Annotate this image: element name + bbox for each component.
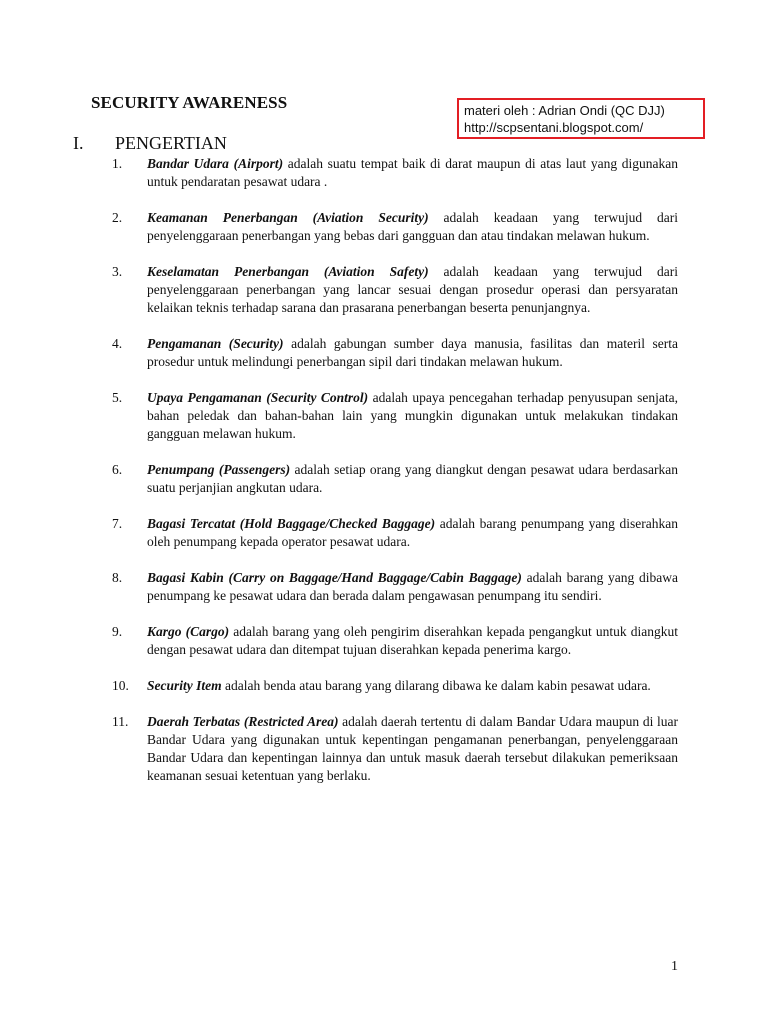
definition-number: 4. — [112, 336, 123, 351]
section-title: PENGERTIAN — [115, 133, 227, 153]
definition-term: Bagasi Tercatat (Hold Baggage/Checked Baggage) — [147, 516, 436, 531]
definition-text: adalah barang penumpang yang diserahkan oleh penumpang kepada operator pesawat udara. — [147, 516, 678, 549]
definition-term: Bagasi Kabin (Carry on Baggage/Hand Baggage/Cabin Baggage) — [147, 570, 522, 585]
definition-number: 10. — [112, 678, 129, 693]
definition-list — [112, 155, 678, 803]
definition-item — [112, 209, 678, 245]
definition-item — [112, 263, 678, 317]
definition-item — [112, 461, 678, 497]
definition-body — [147, 461, 678, 497]
definition-number: 5. — [112, 390, 123, 405]
author-credit-line: materi oleh : Adrian Ondi (QC DJJ) — [464, 103, 665, 118]
definition-item — [112, 677, 678, 695]
definition-text: adalah daerah tertentu di dalam Bandar Udara maupun di luar Bandar Udara yang digunakan untuk kepentingan pengamanan penerbangan, penyelenggaraan Bandar Udara dan kepentingan lainnya dan untuk masuk daerah tersebut dilakukan pemeriksaan keamanan sesuai ketentuan yang berlaku. — [147, 714, 678, 783]
definition-text: adalah upaya pencegahan terhadap penyusupan senjata, bahan peledak dan bahan-bahan lain yang mungkin digunakan untuk melakukan tindakan gangguan melawan hukum. — [147, 390, 678, 441]
definition-item — [112, 335, 678, 371]
author-blog-url: http://scpsentani.blogspot.com/ — [464, 120, 644, 135]
definition-item — [112, 155, 678, 191]
definition-term: Daerah Terbatas (Restricted Area) — [147, 714, 339, 729]
definition-item — [112, 623, 678, 659]
definition-term: Keselamatan Penerbangan (Aviation Safety) — [147, 264, 429, 279]
definition-body — [147, 677, 678, 695]
definition-item — [112, 713, 678, 785]
definition-term: Security Item — [147, 678, 222, 693]
definition-item — [112, 569, 678, 605]
definition-text: adalah benda atau barang yang dilarang dibawa ke dalam kabin pesawat udara. — [221, 678, 651, 693]
definition-text: adalah gabungan sumber daya manusia, fasilitas dan materil serta prosedur untuk melindungi penerbangan sipil dari tindakan melawan hukum. — [147, 336, 678, 369]
definition-term: Bandar Udara (Airport) — [147, 156, 284, 171]
definition-body — [147, 569, 678, 605]
definition-item — [112, 389, 678, 443]
definition-text: adalah barang yang oleh pengirim diserahkan kepada pengangkut untuk diangkut dengan pesawat udara dan ditempat tujuan diserahkan kepada penerima kargo. — [147, 624, 678, 657]
definition-text: adalah suatu tempat baik di darat maupun di atas laut yang digunakan untuk pendaratan pesawat udara . — [147, 156, 678, 189]
definition-term: Keamanan Penerbangan (Aviation Security) — [147, 210, 429, 225]
document-title: SECURITY AWARENESS — [91, 93, 288, 112]
definition-text: adalah keadaan yang terwujud dari penyelenggaraan penerbangan yang lancar sesuai dengan prosedur operasi dan persyaratan kelaikan teknis terhadap sarana dan prasarana penerbangan beserta penunjangnya. — [147, 264, 678, 315]
definition-text: adalah setiap orang yang diangkut dengan pesawat udara berdasarkan suatu perjanjian angkutan udara. — [147, 462, 678, 495]
definition-number: 1. — [112, 156, 123, 171]
definition-number: 6. — [112, 462, 123, 477]
definition-number: 11. — [112, 714, 129, 729]
definition-body — [147, 335, 678, 371]
definition-number: 8. — [112, 570, 123, 585]
definition-term: Pengamanan (Security) — [147, 336, 284, 351]
definition-term: Kargo (Cargo) — [147, 624, 230, 639]
definition-number: 3. — [112, 264, 123, 279]
definition-term: Penumpang (Passengers) — [147, 462, 291, 477]
definition-number: 2. — [112, 210, 123, 225]
definition-body — [147, 263, 678, 317]
definition-body — [147, 209, 678, 245]
definition-text: adalah barang yang dibawa penumpang ke pesawat udara dan berada dalam pengawasan penumpang itu sendiri. — [147, 570, 678, 603]
definition-number: 7. — [112, 516, 123, 531]
definition-item — [112, 515, 678, 551]
definition-body — [147, 623, 678, 659]
section-number: I. — [73, 133, 84, 153]
definition-number: 9. — [112, 624, 123, 639]
definition-body — [147, 515, 678, 551]
definition-term: Upaya Pengamanan (Security Control) — [147, 390, 369, 405]
page-number: 1 — [671, 959, 678, 974]
definition-text: adalah keadaan yang terwujud dari penyelenggaraan penerbangan yang bebas dari gangguan dan atau tindakan melawan hukum. — [147, 210, 678, 243]
definition-body — [147, 389, 678, 443]
definition-body — [147, 155, 678, 191]
author-credit-box — [457, 98, 705, 139]
definition-body — [147, 713, 678, 785]
